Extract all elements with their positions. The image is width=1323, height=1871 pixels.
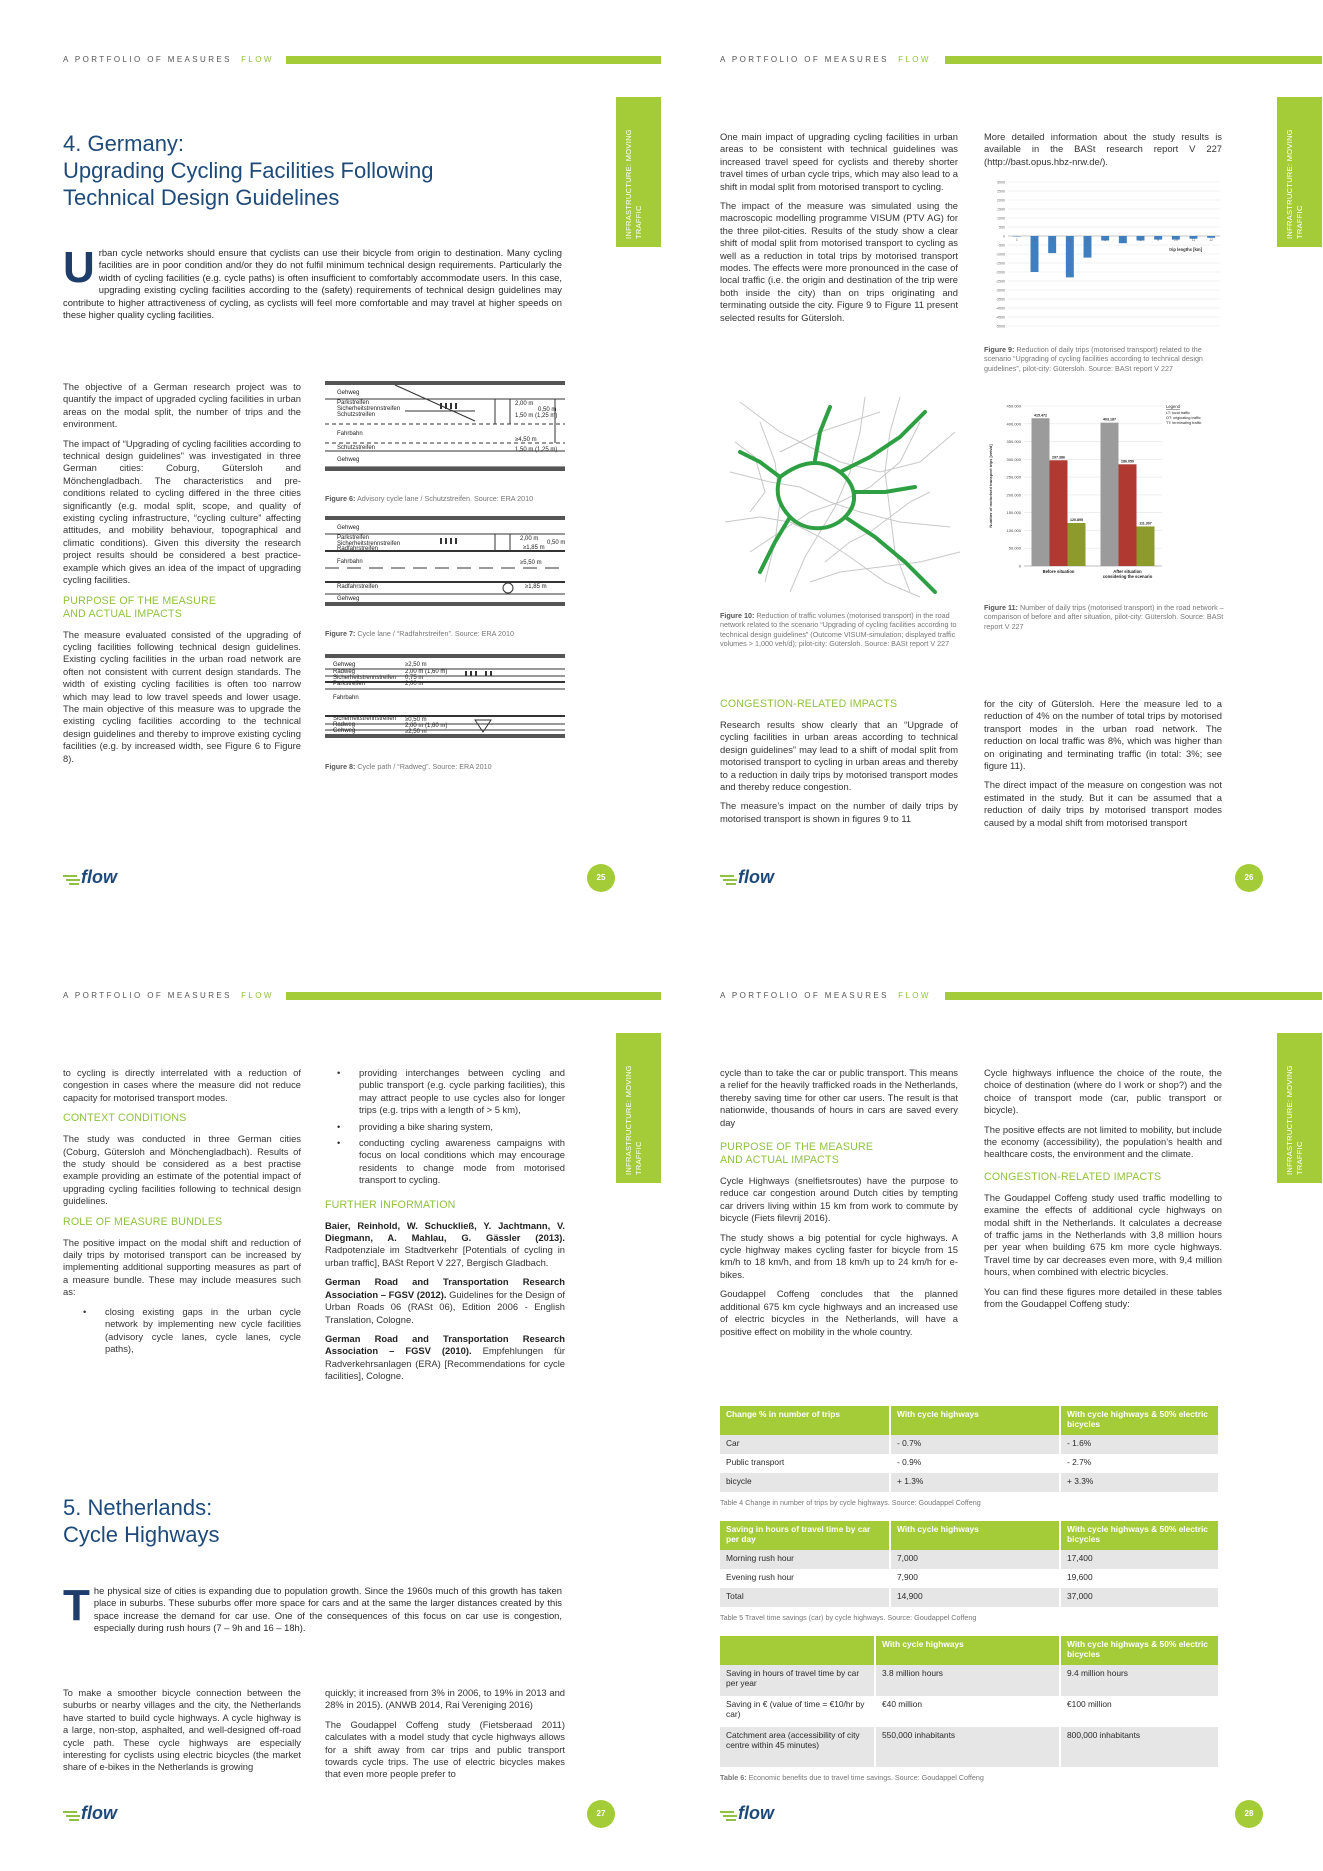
x-tick-label: 6 — [1104, 238, 1107, 242]
x-tick-label: 4 — [1068, 238, 1071, 242]
flow-logo — [63, 865, 133, 887]
traffic-map — [720, 392, 964, 602]
y-tick-label: 2000 — [997, 198, 1005, 203]
paragraph: More detailed information about the study results is available in the BASt research report V 227 (http://bast.opus.hbz-nrw.de/). — [984, 131, 1222, 167]
section-heading: FURTHER INFORMATION — [325, 1198, 456, 1211]
column-right — [984, 1067, 1222, 1318]
figure-caption: Figure 11: Number of daily trips (motorised transport) in the road network – comparison of before and after situation, pilot-city: Gütersloh. Source: BASt report V 227 — [984, 603, 1224, 631]
paragraph: The Goudappel Coffeng study (Fietsberaad 2011) calculates with a model study that cycle highways allows for a shift away from car trips and public transport towards cycle trips. The use of electric bicycles makes that even more people prefer to — [325, 1718, 565, 1780]
table-header: With cycle highways & 50% electric bicycles — [1060, 1406, 1219, 1435]
cross-section-diagram — [325, 516, 565, 621]
bullet-list — [63, 1306, 301, 1356]
fig-label: ≥2,50 m — [405, 729, 427, 735]
fig9-chart — [984, 176, 1224, 336]
x-tick-label: 5 — [1086, 238, 1089, 242]
fig-label: 0,50 m — [547, 540, 565, 546]
side-tab: INFRASTRUCTURE: MOVING TRAFFIC — [1277, 97, 1322, 247]
cross-section-diagram — [325, 381, 565, 486]
cross-section-diagram — [325, 654, 565, 754]
running-header: A PORTFOLIO OF MEASURES FLOW — [720, 991, 931, 1000]
y-tick-label: -4000 — [995, 306, 1005, 311]
figure-10 — [720, 392, 964, 649]
fig-label: Sicherheitstrennstreifen — [333, 675, 397, 681]
fig-label: 2,00 m — [515, 401, 534, 407]
page-25 — [0, 0, 661, 935]
fig-label: Fahrbahn — [337, 431, 363, 437]
paragraph: The positive effects are not limited to mobility, but include the economy (accessibility), the population’s health and healthcare costs, the environment and the climate. — [984, 1123, 1222, 1160]
fig-label: Sicherheitstrennstreifen — [337, 541, 401, 547]
bar — [1119, 464, 1137, 566]
table-header: With cycle highways — [875, 1636, 1060, 1665]
paragraph: Goudappel Coffeng concludes that the planned additional 675 km cycle highways and an increased use of electric bicycles in the Netherlands, will have a positive effect on mobility in the whole country. — [720, 1288, 958, 1337]
paragraph: The measure evaluated consisted of the upgrading of cycling facilities following technical design guidelines. Existing cycling facilities in the urban road network are often not consistent with current design standards. The width of existing cycling facilities is often too narrow which may lead to low travel speeds and lower usage. The main objective of this measure was to upgrade the existing cycling facilities according to the technical design guidelines and thereby to improve existing cycling facilities (e.g. by increased width, see Figure 6 to Figure 8). — [63, 628, 301, 764]
column-left — [720, 131, 958, 331]
y-tick-label: -1000 — [995, 252, 1005, 257]
table-caption: Table 6: Economic benefits due to travel time savings. Source: Goudappel Coffeng — [720, 1773, 984, 1782]
fig-label: Gehweg — [333, 662, 356, 668]
bar — [1137, 526, 1155, 566]
column-left-lower — [720, 698, 958, 832]
y-axis-label: Number of motorised transport trips [veh/d] — [988, 444, 993, 528]
fig-label: Gehweg — [337, 390, 360, 396]
paragraph: One main impact of upgrading cycling facilities in urban areas to be consistent with technical guidelines was increased travel speed for cyclists and thereby shorter travel times of urban cycle trips, which may also lead to a shift in modal split from motorised transport to cycling. — [720, 131, 958, 192]
y-tick-label: 100.000 — [1006, 527, 1021, 533]
section-heading: CONGESTION-RELATED IMPACTS — [720, 698, 898, 710]
paragraph: Research results show clearly that an “Upgrade of cycling facilities in urban areas according to technical design guidelines” may lead to a shift of modal split from motorised transport to cycling in urban areas and thereby to a reduction in daily trips by motorised transport modes and thereby reduce congestion. — [720, 719, 958, 793]
y-tick-label: -500 — [997, 243, 1005, 248]
fig-label: Gehweg — [337, 596, 360, 602]
fig-label: 2,00 m (1,60 m) — [405, 723, 448, 729]
paragraph: quickly; it increased from 3% in 2006, to 19% in 2013 and 28% in 2015). (ANWB 2014, Rai Vereniging 2016) — [325, 1687, 565, 1711]
fig-label: Radfahrstreifen — [337, 584, 379, 590]
table-row: Total 14,900 37,000 — [720, 1588, 1219, 1607]
table-caption: Table 4 Change in number of trips by cycle highways. Source: Goudappel Coffeng — [720, 1498, 981, 1507]
y-tick-label: -5000 — [995, 324, 1005, 329]
y-tick-label: -2000 — [995, 270, 1005, 275]
column-right — [325, 1067, 565, 1390]
paragraph: The measure’s impact on the number of daily trips by motorised transport is shown in figures 9 to 11 — [720, 800, 958, 824]
reference: German Road and Transportation Research Association – FGSV (2012). Guidelines for the Design of Urban Roads 06 (RASt 06), Edition 2006 - English Translation, Cologne. — [325, 1276, 565, 1325]
figure-caption: Figure 8: Cycle path / “Radweg”. Source: ERA 2010 — [325, 762, 492, 771]
data-label: 403.187 — [1103, 417, 1116, 422]
paragraph: The study shows a big potential for cycle highways. A cycle highway makes cycling faster for bicycle from 15 km/h to 18 km/h, and from 18 km/h up to 24 km/h for e-bikes. — [720, 1231, 958, 1280]
column-right — [984, 131, 1222, 175]
y-tick-label: 300.000 — [1006, 456, 1021, 462]
header-bar — [945, 56, 1322, 64]
page-title: 4. Germany: Upgrading Cycling Facilities Following Technical Design Guidelines — [63, 131, 434, 210]
side-tab: INFRASTRUCTURE: MOVING TRAFFIC — [616, 97, 661, 247]
column-right-lower — [325, 1687, 565, 1788]
list-item: • closing existing gaps in the urban cycle network by implementing new cycle facilities (advisory cycle lanes, cycle lanes, cycle paths), — [63, 1306, 301, 1356]
fig-label: Sicherheitstrennstreifen — [333, 716, 397, 722]
paragraph: The direct impact of the measure on congestion was not estimated in the study. But it can be assumed that a reduction of daily trips by motorised transport modes caused by a modal shift from motorised transport — [984, 779, 1222, 828]
fig-label: Fahrbahn — [333, 695, 359, 701]
x-tick-label: 11 — [1191, 238, 1196, 242]
y-tick-label: 500 — [999, 225, 1005, 230]
page-title: 5. Netherlands: Cycle Highways — [63, 1495, 220, 1547]
category-label: Before situation — [1042, 569, 1075, 574]
fig-label: Gehweg — [333, 728, 356, 734]
y-tick-label: 1500 — [997, 207, 1005, 212]
side-tab: INFRASTRUCTURE: MOVING TRAFFIC — [616, 1033, 661, 1183]
page-number: 27 — [587, 1800, 615, 1828]
table-header: With cycle highways & 50% electric bicycles — [1060, 1521, 1219, 1550]
x-tick-label: 9 — [1157, 238, 1160, 242]
list-item: • providing a bike sharing system, — [317, 1121, 565, 1133]
fig-label: ≥2,50 m — [405, 662, 427, 668]
list-item: • conducting cycling awareness campaigns with focus on local conditions which may encourage residents to change mode from motorised transport to cycling. — [317, 1137, 565, 1187]
paragraph: You can find these figures more detailed in these tables from the Goudappel Coffeng study: — [984, 1285, 1222, 1310]
column-left-lower — [63, 1687, 301, 1781]
figure-caption: Figure 10: Reduction of traffic volumes (motorised transport) in the road network related to the scenario “Upgrading of cycling facilities according to technical design guidelines” (Outcome VISUM-simulation; displayed traffic volumes > 1,000 veh/d); pilot-city: Gütersloh. Source: BASt report V 227 — [720, 611, 957, 649]
figure-7 — [325, 516, 565, 638]
x-tick-label: 2 — [1033, 238, 1036, 242]
column-left — [63, 1067, 301, 1359]
data-label: 297.386 — [1052, 455, 1065, 460]
fig-label: Schutzstreifen — [337, 445, 376, 451]
page-number: 28 — [1235, 1800, 1263, 1828]
flow-logo — [63, 1801, 133, 1823]
data-label: 111.307 — [1139, 521, 1152, 526]
fig11-chart — [984, 398, 1224, 588]
x-tick-label: 12 — [1209, 238, 1214, 242]
reference: German Road and Transportation Research Association – FGSV (2010). Empfehlungen für Radverkehrsanlagen (ERA) [Recommendations for cycle facilities], Cologne. — [325, 1332, 565, 1382]
fig-label: ≥1,85 m — [523, 545, 545, 551]
table-row: Evening rush hour 7,900 19,600 — [720, 1569, 1219, 1588]
column-right-lower — [984, 698, 1222, 836]
table-header: Saving in hours of travel time by car per day — [720, 1521, 890, 1550]
table-6 — [720, 1636, 1220, 1767]
fig-label: Radfahrstreifen — [337, 546, 379, 552]
page-28 — [661, 936, 1322, 1871]
fig-label: Radweg — [333, 669, 356, 675]
table-row: Car - 0.7% - 1.6% — [720, 1435, 1219, 1454]
paragraph: The positive impact on the modal shift and reduction of daily trips by motorised transport can be increased by implementing additional supporting measures as part of a measure bundle. These may include measures such as: — [63, 1236, 301, 1298]
y-tick-label: 0 — [1018, 563, 1021, 569]
fig-label: Parkstreifen — [337, 535, 370, 541]
legend-item: TT: terminating traffic — [1166, 421, 1202, 425]
paragraph: The impact of the measure was simulated using the macroscopic modelling programme VISUM (PTV AG) for the three pilot-cities. Results of the study show a clear shift of modal split from motorised transport to cycling as well as a reduction in total trips by motorised transport modes. The effects were more pronounced in the case of local traffic (i.e. the origin and destination of the trip were both inside the city) than on trips originating and terminating outside the city. Figure 9 to Figure 11 present selected results for Gütersloh. — [720, 200, 958, 323]
figure-11 — [984, 398, 1224, 631]
bar — [1066, 236, 1074, 277]
flow-logo — [720, 1801, 790, 1823]
table-row: Saving in hours of travel time by car per year 3.8 million hours 9.4 million hours — [720, 1665, 1219, 1696]
fig-label: Parkstreifen — [337, 400, 370, 406]
page-number: 25 — [587, 864, 615, 892]
paragraph: The study was conducted in three German cities (Coburg, Gütersloh and Mönchengladbach). Results of the study should be considered as a best practise example providing an estimate of the potential impact of upgrading cycling facilities following to technical design guidelines. — [63, 1133, 301, 1207]
running-header: A PORTFOLIO OF MEASURES FLOW — [63, 991, 274, 1000]
table-caption: Table 5 Travel time savings (car) by cycle highways. Source: Goudappel Coffeng — [720, 1613, 977, 1622]
page-27 — [0, 936, 661, 1871]
x-tick-label: 8 — [1139, 238, 1142, 242]
header-bar — [945, 992, 1322, 1000]
column-left — [63, 381, 301, 772]
data-label: 286.050 — [1121, 459, 1134, 464]
drop-cap: U — [63, 243, 95, 292]
table-row: Morning rush hour 7,000 17,400 — [720, 1550, 1219, 1569]
svg-text:flow: flow — [738, 867, 774, 887]
fig-label: 1,50 m (1,25 m) — [515, 413, 558, 419]
table-row: Catchment area (accessibility of city centre within 45 minutes) 550,000 inhabitants 800,000 inhabitants — [720, 1727, 1219, 1767]
y-tick-label: -2500 — [995, 279, 1005, 284]
figure-caption: Figure 9: Reduction of daily trips (motorised transport) related to the scenario “Upgrading of cycling facilities according to technical design guidelines”, pilot-city: Gütersloh. Source: BASt report V 227 — [984, 345, 1203, 373]
fig-label: 2,00 m — [405, 681, 424, 687]
fig-label: ≥1,85 m — [525, 584, 547, 590]
legend-title: Legend — [1166, 404, 1180, 409]
fig-label: Sicherheitstrennstreifen — [337, 406, 401, 412]
table-5 — [720, 1521, 1220, 1607]
svg-text:flow: flow — [81, 1803, 117, 1823]
y-tick-label: 3000 — [997, 180, 1005, 185]
y-tick-label: 350.000 — [1006, 439, 1021, 445]
x-tick-label: 7 — [1121, 238, 1124, 242]
paragraph: cycle than to take the car or public transport. This means a relief for the heavily trafficked roads in the Netherlands, thereby saving time for other car users. The result is that nationwide, thousands of hours in cars are saved every day — [720, 1067, 958, 1128]
category-label: considering the scenario — [1102, 574, 1153, 579]
paragraph: The Goudappel Coffeng study used traffic modelling to examine the effects of additional cycle highways on modal shift in the Netherlands. It calculates a decrease of traffic jams in the Netherlands with 3,8 million hours per year when building 675 km more cycle highways. Travel time by car decreases even more, with 9,4 million hours, when combined with electric bicycles. — [984, 1191, 1222, 1278]
y-tick-label: -4500 — [995, 315, 1005, 320]
table-header: With cycle highways — [890, 1406, 1060, 1435]
intro-paragraph: The physical size of cities is expanding due to population growth. Since the 1960s much of this growth has taken place in suburbs. These suburbs offer more space for cars and at the same the larger distances created by this space increase the demand for car use. One of the consequences of this focus on car use is congestion, especially during rush hours (7 – 9h and 16 – 18h). — [63, 1581, 562, 1634]
tables — [720, 1406, 1222, 1796]
page-26 — [661, 0, 1322, 935]
table-header: With cycle highways & 50% electric bicycles — [1060, 1636, 1219, 1665]
paragraph: Cycle highways influence the choice of the route, the choice of destination (where do I work or shop?) and the choice of transport mode (car, public transport or bicycle). — [984, 1067, 1222, 1116]
fig-label: 2,00 m — [520, 536, 539, 542]
x-tick-label: 1 — [1015, 238, 1018, 242]
bar — [1101, 423, 1119, 566]
fig-label: Gehweg — [337, 457, 360, 463]
header-bar — [286, 56, 661, 64]
table-header: With cycle highways — [890, 1521, 1060, 1550]
running-header: A PORTFOLIO OF MEASURES FLOW — [63, 55, 274, 64]
bar — [1013, 236, 1021, 237]
list-item: • providing interchanges between cycling and public transport (e.g. cycle parking facilities), this may attract people to use cycles also for longer trips (e.g. trips with a length of > 5 km), — [317, 1067, 565, 1117]
bar — [1050, 460, 1068, 566]
y-tick-label: 450.000 — [1006, 403, 1021, 409]
legend-item: OT: originating traffic — [1166, 416, 1201, 420]
y-tick-label: 2500 — [997, 189, 1005, 194]
y-tick-label: 150.000 — [1006, 510, 1021, 516]
svg-text:flow: flow — [738, 1803, 774, 1823]
y-tick-label: -3000 — [995, 288, 1005, 293]
section-heading: CONGESTION-RELATED IMPACTS — [984, 1170, 1162, 1183]
figure-8 — [325, 654, 565, 771]
x-axis-label: trip lengths [km] — [1169, 247, 1202, 252]
section-heading: PURPOSE OF THE MEASURE AND ACTUAL IMPACTS — [63, 594, 217, 620]
table-row: bicycle + 1.3% + 3.3% — [720, 1473, 1219, 1492]
figure-caption: Figure 6: Advisory cycle lane / Schutzstreifen. Source: ERA 2010 — [325, 494, 534, 503]
flow-logo — [720, 865, 790, 887]
fig-label: 2,00 m (1,60 m) — [405, 669, 448, 675]
section-heading: ROLE OF MEASURE BUNDLES — [63, 1215, 223, 1228]
paragraph: to cycling is directly interrelated with a reduction of congestion in cases where the measure did not reduce capacity for motorised transport modes. — [63, 1067, 301, 1103]
fig-label: Parkstreifen — [333, 681, 366, 687]
fig-label: 0,75 m — [405, 675, 424, 681]
header-bar — [286, 992, 661, 1000]
paragraph: The impact of “Upgrading of cycling facilities according to technical design guidelines” was investigated in three German cities: Coburg, Gütersloh and Mönchengladbach. The characteristics and pre-conditions related to cycling differed in the three cities significantly (e.g. modal split, scope, and quality of existing cycling infrastructure, “cycling culture” affecting attitudes, and mobility behaviour, topographical and climatic conditions). Given this diversity the research project results should be considered a best practice-example which gives an idea of the impact of upgrading cycling facilities. — [63, 437, 301, 586]
section-heading: CONTEXT CONDITIONS — [63, 1112, 187, 1125]
page-number: 26 — [1235, 864, 1263, 892]
y-tick-label: 400.000 — [1006, 421, 1021, 427]
fig-label: ≥4,50 m — [515, 437, 537, 443]
y-tick-label: 250.000 — [1006, 474, 1021, 480]
category-label: After situation — [1113, 569, 1142, 574]
bar — [1068, 523, 1086, 566]
y-tick-label: -1500 — [995, 261, 1005, 266]
table-header: Change % in number of trips — [720, 1406, 890, 1435]
y-tick-label: 50.000 — [1008, 545, 1021, 551]
table-row: Saving in € (value of time = €10/hr by car) €40 million €100 million — [720, 1696, 1219, 1727]
running-header: A PORTFOLIO OF MEASURES FLOW — [720, 55, 931, 64]
svg-text:flow: flow — [81, 867, 117, 887]
drop-cap: T — [63, 1581, 90, 1630]
paragraph: The objective of a German research project was to quantify the impact of upgraded cycling facilities in urban areas on the modal split, the number of trips and the environment. — [63, 381, 301, 430]
fig-label: Gehweg — [337, 525, 360, 531]
fig-label: 0,50 m — [538, 407, 557, 413]
bullet-list — [317, 1067, 565, 1187]
paragraph: for the city of Gütersloh. Here the measure led to a reduction of 4% on the number of total trips by motorised transport modes in the urban road network. The reduction on local traffic was 8%, which was higher than on originating and terminating traffic (in total: 3%; see figure 11). — [984, 698, 1222, 772]
y-tick-label: 200.000 — [1006, 492, 1021, 498]
fig-label: Schutzstreifen — [337, 412, 376, 418]
side-tab: INFRASTRUCTURE: MOVING TRAFFIC — [1277, 1033, 1322, 1183]
table-row: Public transport - 0.9% - 2.7% — [720, 1454, 1219, 1473]
intro-paragraph: Urban cycle networks should ensure that cyclists can use their bicycle from origin to destination. Many cycling facilities are in poor condition and/or they do not fulfil minimum technical design requirements. Particularly the width of cycling facilities (e.g. cycle paths) is often insufficient to comfortably accommodate users. In this case, upgrading existing cycling facilities according to the (safety) requirements of technical design guidelines may contribute to higher attractiveness of cycling, as cyclists will feel more comfortable and may travel at higher speeds on these higher quality cycling facilities. — [63, 243, 562, 321]
x-tick-label: 3 — [1051, 238, 1054, 242]
y-tick-label: 1000 — [997, 216, 1005, 221]
table-4 — [720, 1406, 1220, 1492]
figure-6 — [325, 381, 565, 503]
reference: Baier, Reinhold, W. Schuckließ, Y. Jachtmann, V. Diegmann, A. Mahlau, G. Gässler (2013). Radpotenziale im Stadtverkehr [Potentials of cycling in urban traffic], BASt Report V 227, Bergisch Gladbach. — [325, 1219, 565, 1268]
y-tick-label: -3500 — [995, 297, 1005, 302]
fig-label: Radweg — [333, 722, 356, 728]
fig-label: ≥5,50 m — [520, 560, 542, 566]
paragraph: To make a smoother bicycle connection between the suburbs or nearby villages and the city, the Netherlands have started to build cycle highways. A cycle highway is a large, non-stop, asphalted, and well-designed off-road cycle path. These cycle highways are especially interesting for cyclists using electric bicycles (the market share of e-bikes in the Netherlands is growing — [63, 1687, 301, 1773]
column-left — [720, 1067, 958, 1345]
figure-9 — [984, 176, 1224, 373]
y-tick-label: 0 — [1003, 234, 1005, 239]
data-label: 415.472 — [1034, 413, 1047, 418]
bar — [1032, 418, 1050, 566]
data-label: 120.895 — [1070, 518, 1083, 523]
figure-caption: Figure 7: Cycle lane / “Radfahrstreifen”. Source: ERA 2010 — [325, 629, 514, 638]
fig-label: ≥0,50 m — [405, 717, 427, 723]
fig-label: Fahrbahn — [337, 559, 363, 565]
section-heading: PURPOSE OF THE MEASURE AND ACTUAL IMPACTS — [720, 1141, 874, 1167]
table-header — [720, 1636, 875, 1665]
paragraph: Cycle Highways (snelfietsroutes) have the purpose to reduce car congestion around Dutch cities by tempting car drivers living within 15 km from work to commute by bicycle (Fiets filevrij 2016). — [720, 1175, 958, 1224]
x-tick-label: 10 — [1173, 238, 1178, 242]
legend-item: LT: local traffic — [1166, 411, 1190, 415]
fig-label: 1,50 m (1,25 m) — [515, 447, 558, 453]
